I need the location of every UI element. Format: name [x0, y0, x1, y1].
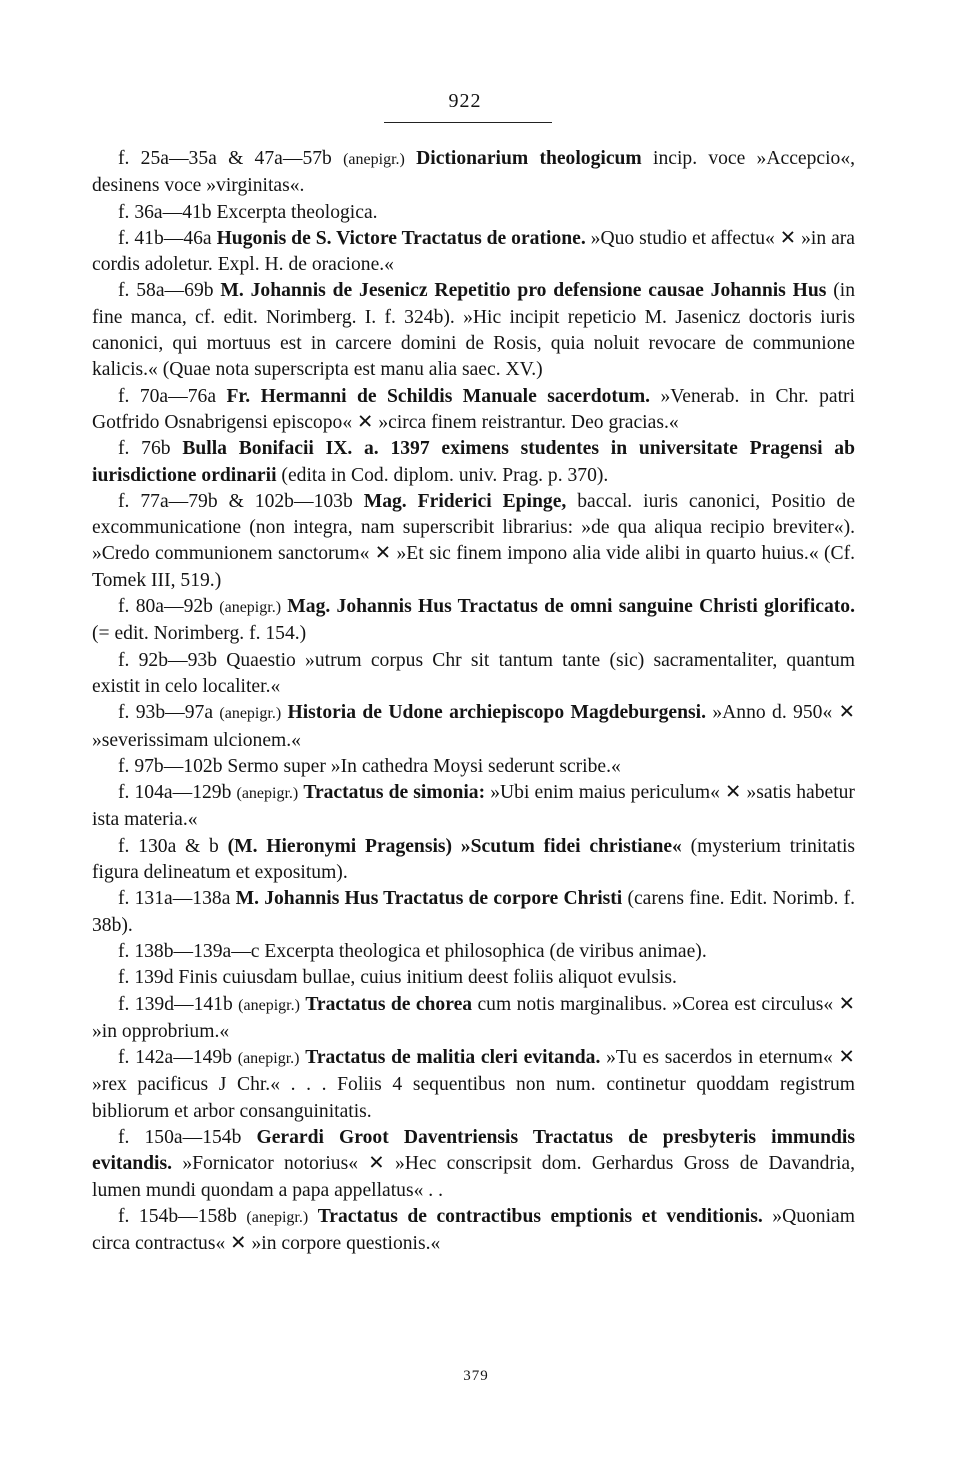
catalog-entry — [92, 146, 855, 200]
entry-text: Excerpta theologica et philosophica (de viribus animae). — [264, 940, 707, 962]
entry-title: Mag. Johannis Hus Tractatus de omni sanguine Christi glorificato. — [287, 596, 855, 618]
entry-folio: f. 36a—41b — [118, 201, 212, 223]
entry-folio: f. 92b—93b — [118, 649, 217, 671]
catalog-entry — [92, 278, 855, 383]
entry-text: (mysterium trinitatis figura delineatum et expositum). — [92, 835, 856, 884]
catalog-entry — [92, 1045, 855, 1125]
entry-prefix: (anepigr.) — [219, 705, 282, 723]
entry-title: Tractatus de contractibus emptionis et venditionis. — [317, 1205, 763, 1227]
entry-title: Tractatus de malitia cleri evitanda. — [305, 1047, 601, 1069]
entry-text: (in fine manca, cf. edit. Norimberg. I. f. 324b). »Hic incipit repeticio M. Jasenicz doctoris iuris canonici, qui mortuus est in carcere domini de Rosis, quia noluit revocare de communione kalicis.« (Quae nota superscripta est manu alia saec. XV.) — [92, 280, 856, 381]
entry-folio: f. 139d — [118, 967, 174, 989]
catalog-entry — [92, 965, 855, 991]
entry-text: »Quo studio et affectu« ✕ »in ara cordis adoletur. Expl. H. de oracione.« — [92, 227, 855, 276]
entry-title: M. Johannis de Jesenicz Repetitio pro defensione causae Johannis Hus — [220, 280, 827, 302]
entry-text: »Ubi enim maius periculum« ✕ »satis habetur ista materia.« — [92, 782, 855, 831]
entry-text: (= edit. Norimberg. f. 154.) — [92, 623, 307, 645]
catalog-entry — [92, 886, 855, 939]
entry-prefix: (anepigr.) — [246, 1208, 309, 1226]
catalog-entry — [92, 992, 855, 1046]
entry-prefix: (anepigr.) — [238, 996, 300, 1014]
catalog-entry — [92, 834, 855, 887]
entry-folio: f. 93b—97a — [118, 702, 214, 724]
entry-folio: f. 142a—149b — [118, 1047, 233, 1069]
entry-folio: f. 97b—102b — [118, 755, 223, 777]
entry-title: Mag. Friderici Epinge, — [363, 490, 567, 512]
entry-folio: f. 139d—141b — [118, 993, 233, 1015]
entry-folio: f. 41b—46a — [118, 227, 212, 249]
entry-text: Sermo super »In cathedra Moysi sederunt scribe.« — [227, 755, 621, 777]
entry-folio: f. 58a—69b — [118, 280, 214, 302]
catalog-entry — [92, 700, 855, 754]
page-number: 922 — [448, 90, 482, 112]
entry-title: M. Johannis Hus Tractatus de corpore Christi — [235, 888, 623, 910]
entry-folio: f. 25a—35a & 47a—57b — [118, 148, 332, 169]
entry-text: incip. voce »Accepcio«, desinens voce »virginitas«. — [92, 148, 856, 197]
entry-text: cum notis marginalibus. »Corea est circulus« ✕ »in opprobrium.« — [92, 993, 856, 1042]
catalog-body — [92, 146, 855, 1257]
entry-title: Bulla Bonifacii IX. a. 1397 eximens studentes in universitate Pragensi ab iurisdictione ordinarii — [92, 438, 855, 486]
entry-text: (carens fine. Edit. Norimb. f. 38b). — [92, 888, 855, 936]
entry-text: »Venerab. in Chr. patri Gotfrido Osnabrigensi episcopo« ✕ »circa finem reistrantur. Deo gracias.« — [92, 385, 855, 433]
catalog-entry — [92, 226, 855, 279]
catalog-entry — [92, 648, 855, 701]
entry-folio: f. 70a—76a — [118, 385, 217, 407]
catalog-entry — [92, 1204, 855, 1258]
entry-text: baccal. iuris canonici, Positio de excommunicatione (non integra, nam superscribit librarius: »de qua aliqua recipio breviter«). »Credo communionem sanctorum« ✕ »Et sic finem impono alia vide alibi in quarto huius.« (Cf. Tomek III, 519.) — [92, 490, 856, 591]
entry-prefix: (anepigr.) — [343, 151, 405, 168]
catalog-entry — [92, 436, 855, 489]
entry-folio: f. 76b — [118, 438, 171, 460]
catalog-entry — [92, 780, 855, 834]
entry-folio: f. 130a & b — [118, 835, 219, 857]
entry-title: Fr. Hermanni de Schildis Manuale sacerdotum. — [226, 385, 651, 407]
entry-text: Finis cuiusdam bullae, cuius initium deest foliis aliquot evulsis. — [178, 967, 677, 989]
entry-folio: f. 80a—92b — [118, 596, 213, 618]
entry-folio: f. 138b—139a—c — [118, 940, 260, 962]
entry-text: (edita in Cod. diplom. univ. Prag. p. 370). — [281, 464, 609, 486]
entry-folio: f. 154b—158b — [118, 1205, 237, 1227]
header-rule — [384, 122, 552, 123]
entry-folio: f. 104a—129b — [118, 782, 232, 804]
entry-prefix: (anepigr.) — [236, 785, 299, 803]
entry-text: »Anno d. 950« ✕ »severissimam ulcionem.« — [92, 702, 855, 751]
entry-folio: f. 131a—138a — [118, 888, 231, 910]
entry-prefix: (anepigr.) — [219, 599, 282, 617]
entry-folio: f. 77a—79b & 102b—103b — [118, 490, 353, 512]
entry-text: Excerpta theologica. — [216, 201, 378, 223]
entry-text: »Tu es sacerdos in eternum« ✕ »rex pacificus J Chr.« . . . Foliis 4 sequentibus non num. continetur quoddam registrum bibliorum et arbor consanguinitatis. — [92, 1047, 855, 1122]
entry-title: Tractatus de simonia: — [303, 782, 486, 804]
entry-title: Gerardi Groot Daventriensis Tractatus de presbyteris immundis evitandis. — [92, 1126, 855, 1175]
catalog-entry — [92, 1125, 855, 1204]
entry-text: Quaestio »utrum corpus Chr sit tantum tante (sic) sacramentaliter, quantum existit in celo localiter.« — [92, 649, 855, 697]
catalog-entry — [92, 384, 855, 437]
catalog-entry — [92, 594, 855, 648]
catalog-entry — [92, 754, 855, 780]
entry-title: Dictionarium theologicum — [416, 148, 642, 169]
catalog-entry — [92, 200, 855, 226]
entry-text: »Fornicator notorius« ✕ »Hec conscripsit dom. Gerhardus Gross de Davandria, lumen mundi quondam a papa appellatus« . . — [92, 1153, 855, 1201]
entry-text: »Quoniam circa contractus« ✕ »in corpore questionis.« — [92, 1205, 855, 1255]
entry-title: (M. Hieronymi Pragensis) »Scutum fidei christiane« — [227, 835, 682, 857]
entry-title: Hugonis de S. Victore Tractatus de oratione. — [216, 227, 586, 249]
catalog-entry — [92, 939, 855, 965]
footer-number: 379 — [463, 1368, 489, 1384]
entry-title: Historia de Udone archiepiscopo Magdeburgensi. — [287, 702, 706, 724]
entry-title: Tractatus de chorea — [305, 993, 473, 1015]
entry-folio: f. 150a—154b — [118, 1126, 242, 1148]
entry-prefix: (anepigr.) — [237, 1050, 300, 1068]
catalog-entry — [92, 489, 855, 594]
